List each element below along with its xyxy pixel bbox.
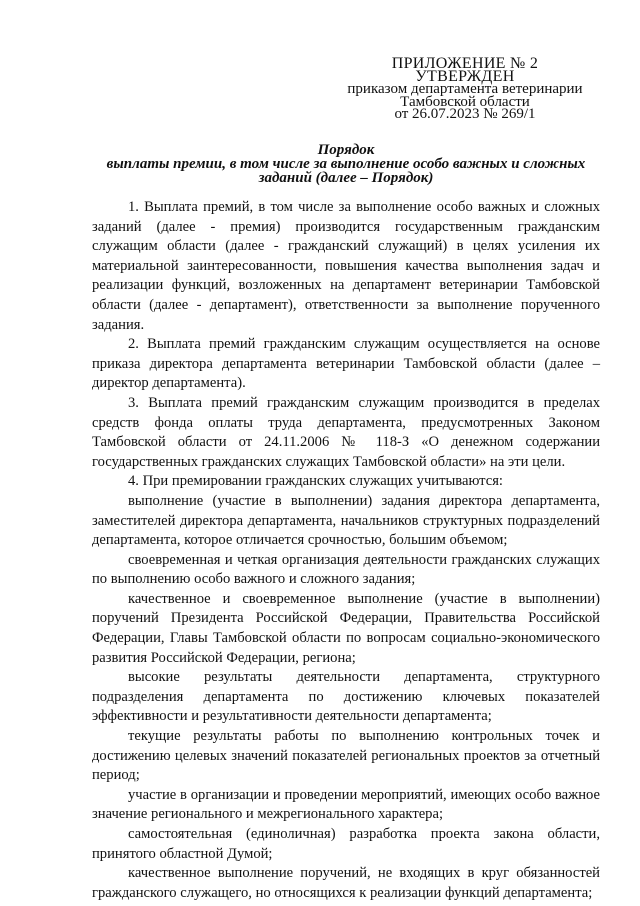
title-line-1: Порядок (317, 142, 375, 158)
order-reference-line3: от 26.07.2023 № 269/1 (394, 106, 536, 122)
approval-header (330, 55, 600, 122)
order-reference-line1: приказом департамента ветеринарии (347, 81, 583, 97)
criteria-item-6: участие в организации и проведении мероприятий, имеющих особо важное значение регионального и межрегионального характера; (92, 786, 600, 823)
order-reference-line2: Тамбовской области (400, 93, 530, 110)
document-title (92, 143, 600, 185)
criteria-item-8: качественное выполнение поручений, не входящих в круг обязанностей гражданского служащего, но относящихся к реализации функций департамента; (92, 865, 600, 901)
title-line-2: выплаты премии, в том числе за выполнение особо важных и сложных (106, 156, 586, 172)
criteria-item-2: своевременная и четкая организация деятельности гражданских служащих по выполнению особо важного и сложного задания; (92, 551, 600, 588)
paragraph-2: 2. Выплата премий гражданским служащим осуществляется на основе приказа директора департамента ветеринарии Тамбовской области (далее – директор департамента). (92, 336, 600, 392)
criteria-item-1: выполнение (участие в выполнении) задания директора департамента, заместителей директора департамента, начальников структурных подразделений департамента, которое отличается срочностью, большим объемом; (92, 492, 600, 549)
appendix-number: ПРИЛОЖЕНИЕ № 2 (391, 55, 539, 72)
criteria-item-5: текущие результаты работы по выполнению контрольных точек и достижению целевых значений показателей региональных проектов за отчетный период; (92, 728, 600, 784)
paragraph-1: 1. Выплата премий, в том числе за выполнение особо важных и сложных заданий (далее - премия) производится государственным гражданским служащим области (далее - гражданский служащий) в целях усиления их материальной заинтересованности, повышения качества выполнения задач и реализации функций, возложенных на департамент ветеринарии Тамбовской области (далее - департамент), ответственности за выполнение порученного задания. (92, 199, 600, 333)
paragraph-4: 4. При премировании гражданских служащих учитываются: (128, 473, 503, 490)
approved-label: УТВЕРЖДЕН (415, 67, 515, 85)
criteria-item-7: самостоятельная (единоличная) разработка проекта закона области, принятого областной Думой; (92, 826, 600, 862)
criteria-item-4: высокие результаты деятельности департамента, структурного подразделения департамента по достижению ключевых показателей эффективности и результативности деятельности департамента; (92, 669, 600, 725)
document-body (92, 198, 600, 903)
title-line-3: заданий (далее – Порядок) (258, 170, 434, 186)
paragraph-3: 3. Выплата премий гражданским служащим производится в пределах средств фонда оплаты труда департамента, предусмотренных Законом Тамбовской области от 24.11.2006 № 118-З «О денежном содержании государственных гражданских служащих Тамбовской области» на эти цели. (92, 394, 600, 470)
criteria-item-3: качественное и своевременное выполнение (участие в выполнении) поручений Президента Российской Федерации, Правительства Российской Федерации, Главы Тамбовской области по вопросам социально-экономического развития Российской Федерации, региона; (92, 590, 600, 666)
